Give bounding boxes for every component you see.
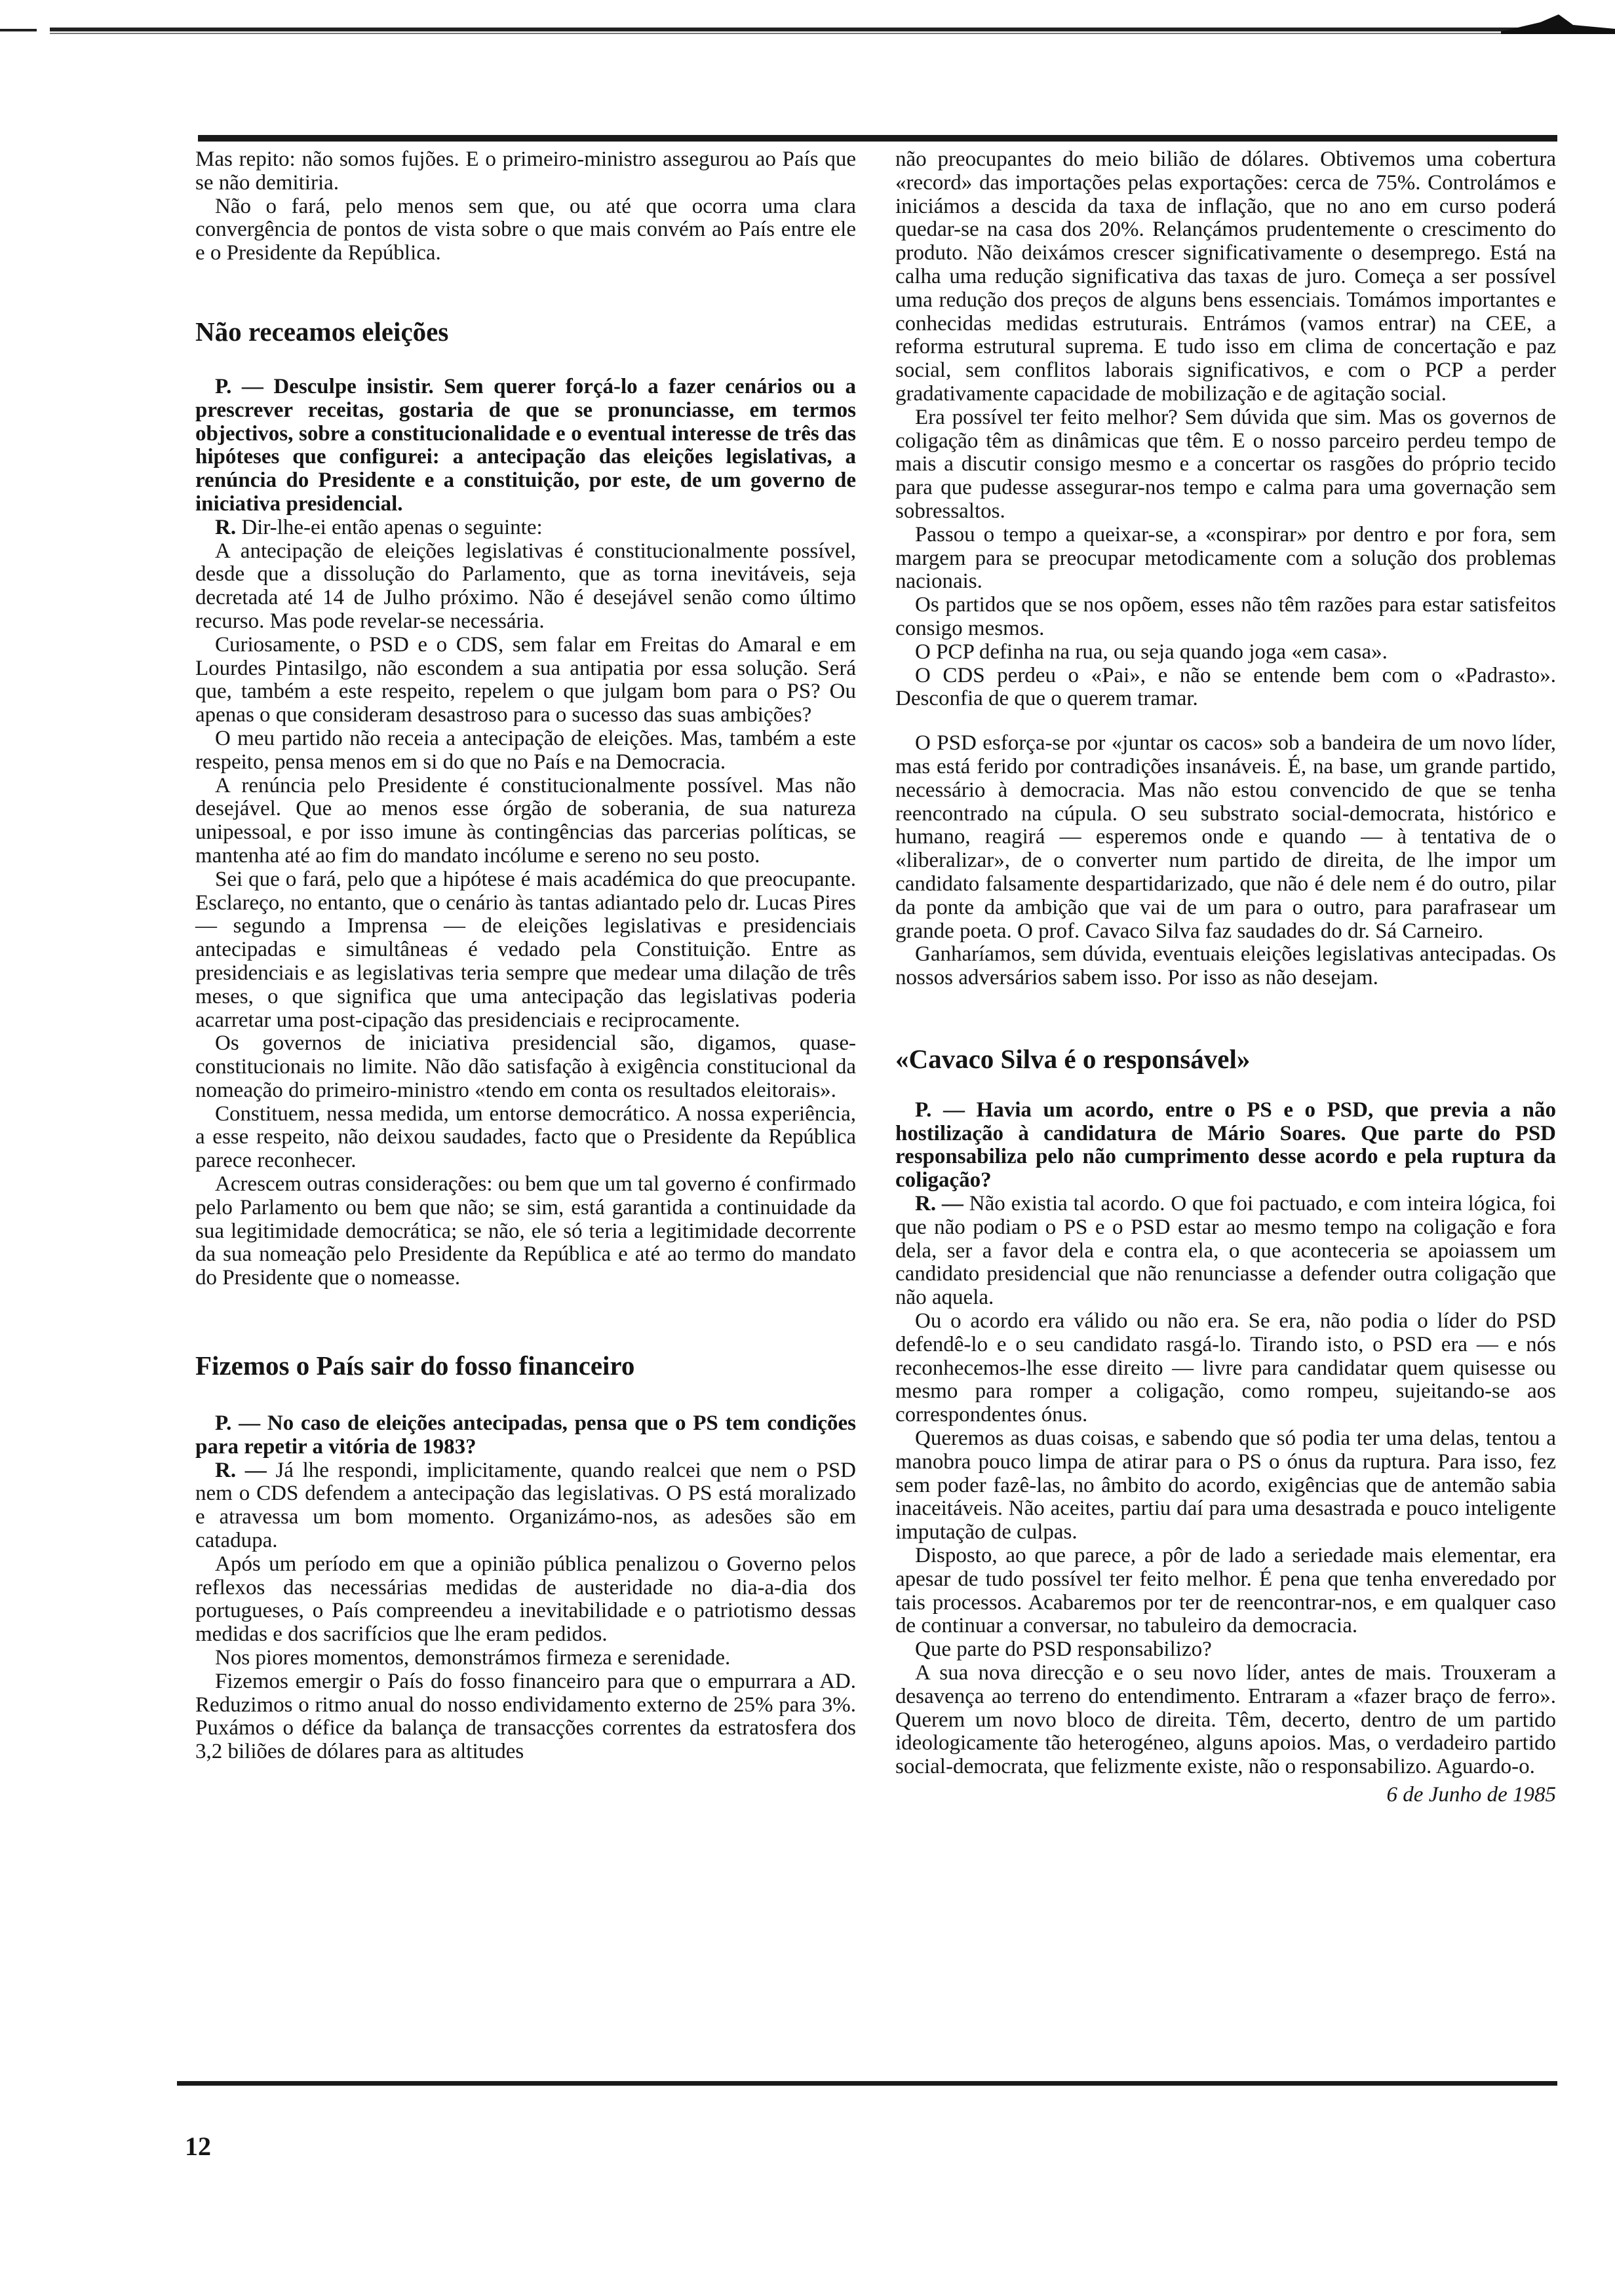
answer-label: R. — [215, 1458, 267, 1482]
answer-2-paragraph: Após um período em que a opinião pública penalizou o Governo pelos reflexos das necessárias medidas de austeridade no dia-a-dia dos portugueses, o País compreendeu a inevitabilidade e o patriotismo dessas medidas e dos sacrifícios que lhe eram pedidos. [195, 1552, 856, 1647]
top-scan-rule [0, 13, 1615, 39]
answer-2-paragraph: Nos piores momentos, demonstrámos firmeza e serenidade. [215, 1646, 731, 1670]
body-paragraph: Era possível ter feito melhor? Sem dúvida que sim. Mas os governos de coligação têm as dinâmicas que têm. E o nosso parceiro perdeu tempo de mais a discutir consigo mesmo e a concertar os rasgões do próprio tecido para que pudesse assegurar-nos tempo e calma para uma governação sem sobressaltos. [895, 405, 1556, 523]
answer-1-paragraph: Acrescem outras considerações: ou bem que um tal governo é confirmado pelo Parlamento ou bem que não; se sim, está garantida a continuidade da sua legitimidade democrática; se não, ele só teria a legitimidade decorrente da sua nomeação pelo Presidente da República e até ao termo do mandato do Presidente que o nomeasse. [195, 1172, 856, 1290]
body-paragraph: O PCP definha na rua, ou seja quando joga «em casa». [915, 640, 1388, 664]
question-3 [895, 1099, 1556, 1193]
question-2-text: No caso de eleições antecipadas, pensa que o PS tem condições para repetir a vitória de 1983? [195, 1411, 856, 1459]
answer-2-paragraph: Fizemos emergir o País do fosso financeiro para que o empurrara a AD. Reduzimos o ritmo anual do nosso endividamento externo de 25% para 3%. Puxámos o défice da balança de transacções correntes da estratosfera dos 3,2 biliões de dólares para as altitudes [195, 1669, 856, 1764]
answer-2-first [195, 1459, 856, 1553]
question-label: P. — [915, 1098, 965, 1122]
section-heading-cavaco-silva: «Cavaco Silva é o responsável» [895, 1043, 1251, 1074]
dateline: 6 de Junho de 1985 [1386, 1783, 1556, 1807]
answer-1-paragraph: Constituem, nessa medida, um entorse democrático. A nossa experiência, a esse respeito, não deixou saudades, facto que o Presidente da República parece reconhecer. [195, 1101, 856, 1173]
question-label: P. — [215, 374, 263, 398]
answer-1-paragraph: A antecipação de eleições legislativas é constitucionalmente possível, desde que a dissolução do Parlamento, que as torna inevitáveis, seja decretada até 14 de Julho próximo. Não é desejável senão como último recurso. Mas pode revelar-se necessária. [195, 539, 856, 633]
answer-1-paragraph: O meu partido não receia a antecipação de eleições. Mas, também a este respeito, pensa menos em si do que no País e na Democracia. [195, 726, 856, 774]
answer-2-first-text: Já lhe respondi, implicitamente, quando realcei que nem o PSD nem o CDS defendem a antecipação das legislativas. O PS está moralizado e atravessa um bom momento. Organizámo-nos, as adesões são em catadupa. [195, 1458, 856, 1553]
page-number: 12 [185, 2132, 211, 2161]
question-3-text: Havia um acordo, entre o PS e o PSD, que previa a não hostilização à candidatura de Mário Soares. Que parte do PSD responsabiliza pelo não cumprimento desse acordo e pela ruptura da coligação? [895, 1098, 1556, 1193]
body-paragraph: Os partidos que se nos opõem, esses não têm razões para estar satisfeitos consigo mesmos. [895, 593, 1556, 640]
answer-3-paragraph: Disposto, ao que parece, a pôr de lado a seriedade mais elementar, era apesar de tudo possível ter feito melhor. É pena que tenha enveredado por tais processos. Acabaremos por ter de reencontrar-nos, e em qualquer caso de continuar a conversar, no tabuleiro da democracia. [895, 1544, 1556, 1638]
body-paragraph: Ganharíamos, sem dúvida, eventuais eleições legislativas antecipadas. Os nossos adversários sabem isso. Por isso as não desejam. [895, 942, 1556, 990]
intro-paragraph-2: Não o fará, pelo menos sem que, ou até que ocorra uma clara convergência de pontos de vista sobre o que mais convém ao País entre ele e o Presidente da República. [195, 194, 856, 265]
question-1 [195, 375, 856, 516]
answer-label: R. [215, 515, 237, 539]
body-paragraph: O CDS perdeu o «Pai», e não se entende bem com o «Padrasto». Desconfia de que o querem tramar. [895, 663, 1556, 711]
answer-3-first-text: Não existia tal acordo. O que foi pactuado, e com inteira lógica, foi que não podiam o PS e o PSD estar ao mesmo tempo na coligação e fora dela, ser a favor dela e contra ela, o que aconteceria se apoiassem um candidato presidencial que não renunciasse a defender outra coligação que não aquela. [895, 1192, 1556, 1310]
answer-1-first [195, 516, 856, 540]
intro-paragraph-1: Mas repito: não somos fujões. E o primeiro-ministro assegurou ao País que se não demitiria. [195, 147, 856, 195]
answer-1-first-text: Dir-lhe-ei então apenas o seguinte: [241, 515, 543, 539]
footer-rule [177, 2081, 1557, 2086]
answer-3-paragraph: Ou o acordo era válido ou não era. Se era, não podia o líder do PSD defendê-lo e o seu candidato rasgá-lo. Tirando isto, o PSD era — e nós reconhecemos-lhe esse direito — livre para candidatar quem quisesse ou mesmo para romper a coligação, como rompeu, sujeitando-se aos correspondentes ónus. [895, 1309, 1556, 1427]
question-2 [195, 1412, 856, 1459]
question-1-text: Desculpe insistir. Sem querer forçá-lo a fazer cenários ou a prescrever receitas, gostaria de que se pronunciasse, em termos objectivos, sobre a constitucionalidade e o eventual interesse de três das hipóteses que configurei: a antecipação das eleições legislativas, a renúncia do Presidente e a constituição, por este, de um governo de iniciativa presidencial. [195, 374, 857, 516]
answer-3-first [895, 1193, 1556, 1310]
answer-3-paragraph: Que parte do PSD responsabilizo? [915, 1637, 1212, 1662]
body-paragraph: Passou o tempo a queixar-se, a «conspirar» por dentro e por fora, sem margem para se preocupar metodicamente com a solução dos problemas nacionais. [895, 522, 1556, 594]
left-column [195, 148, 856, 1764]
answer-1-paragraph: Os governos de iniciativa presidencial são, digamos, quase-constitucionais no limite. Não dão satisfação à exigência constitucional da nomeação do primeiro-ministro «tendo em conta os resultados eleitorais». [195, 1031, 856, 1102]
answer-1-paragraph: A renúncia pelo Presidente é constitucionalmente possível. Mas não desejável. Que ao menos esse órgão de soberania, de sua natureza unipessoal, e por isso imune às contingências das parcerias políticas, se mantenha até ao fim do mandato incólume e sereno no seu posto. [195, 773, 856, 868]
question-label: P. — [215, 1411, 261, 1436]
answer-3-paragraph: Queremos as duas coisas, e sabendo que só podia ter uma delas, tentou a manobra pouco limpa de atirar para o PS o ónus da ruptura. Para isso, fez sem poder fazê-las, no âmbito do acordo, exigências que de antemão sabia inaceitáveis. Não aceites, partiu daí para uma desastrada e pouco inteligente imputação de culpas. [895, 1426, 1556, 1544]
answer-label: R. — [915, 1192, 963, 1216]
section-heading-nao-receamos: Não receamos eleições [195, 316, 449, 347]
answer-3-paragraph: A sua nova direcção e o seu novo líder, antes de mais. Trouxeram a desavença ao terreno do entendimento. Entraram a «fazer braço de ferro». Querem um novo bloco de direita. Têm, decerto, dentro de um partido ideologicamente tão heterogéneo, alguns apoios. Mas, o verdadeiro partido social-democrata, que felizmente existe, não o responsabilizo. Aguardo-o. [895, 1661, 1556, 1779]
answer-1-paragraph: Curiosamente, o PSD e o CDS, sem falar em Freitas do Amaral e em Lourdes Pintasilgo, não escondem a sua antipatia por essa solução. Será que, também a este respeito, repelem o que julgam bom para o PS? Ou apenas o que consideram desastroso para o sucesso das suas ambições? [195, 632, 856, 727]
continued-paragraph: não preocupantes do meio bilião de dólares. Obtivemos uma cobertura «record» das importações pelas exportações: cerca de 75%. Controlámos e iniciámos a descida da taxa de inflação, que no ano em curso poderá quedar-se na casa dos 20%. Relançámos prudentemente o crescimento do produto. Não deixámos crescer significativamente o desemprego. Está na calha uma redução significativa das taxas de juro. Começa a ser possível uma redução dos preços de alguns bens essenciais. Tomámos importantes e conhecidas medidas estruturais. Entrámos (vamos entrar) na CEE, a reforma estrutural suprema. E tudo isso em clima de concertação e paz social, sem conflitos laborais significativos, e com o PCP a perder gradativamente capacidade de mobilização e de agitação social. [895, 147, 1556, 406]
right-column [895, 148, 1556, 1808]
section-heading-fosso-financeiro: Fizemos o País sair do fosso financeiro [195, 1350, 635, 1381]
body-paragraph: O PSD esforça-se por «juntar os cacos» sob a bandeira de um novo líder, mas está ferido por contradições insanáveis. É, na base, um grande partido, necessário à democracia. Mas não estou convencido de que se tenha reencontrado na cúpula. O seu substrato social-democrata, histórico e humano, reagirá — esperemos onde e quando — à tentativa de o «liberalizar», de o converter num partido de direita, de lhe impor um candidato falsamente despartidarizado, que não é dele nem é do outro, pilar da ponte da ambição que vai de um para o outro, para parafrasear um grande poeta. O prof. Cavaco Silva faz saudades do dr. Sá Carneiro. [895, 731, 1556, 943]
answer-1-paragraph: Sei que o fará, pelo que a hipótese é mais académica do que preocupante. Esclareço, no entanto, que o cenário às tantas adiantado pelo dr. Lucas Pires — segundo a Imprensa — de eleições legislativas e presidenciais antecipadas e simultâneas é vedado pela Constituição. Entre as presidenciais e as legislativas teria sempre que medear uma dilação de três meses, o que significa que uma antecipação das legislativas poderia acarretar uma post-cipação das presidenciais e reciprocamente. [195, 867, 856, 1032]
header-rule [198, 135, 1557, 142]
